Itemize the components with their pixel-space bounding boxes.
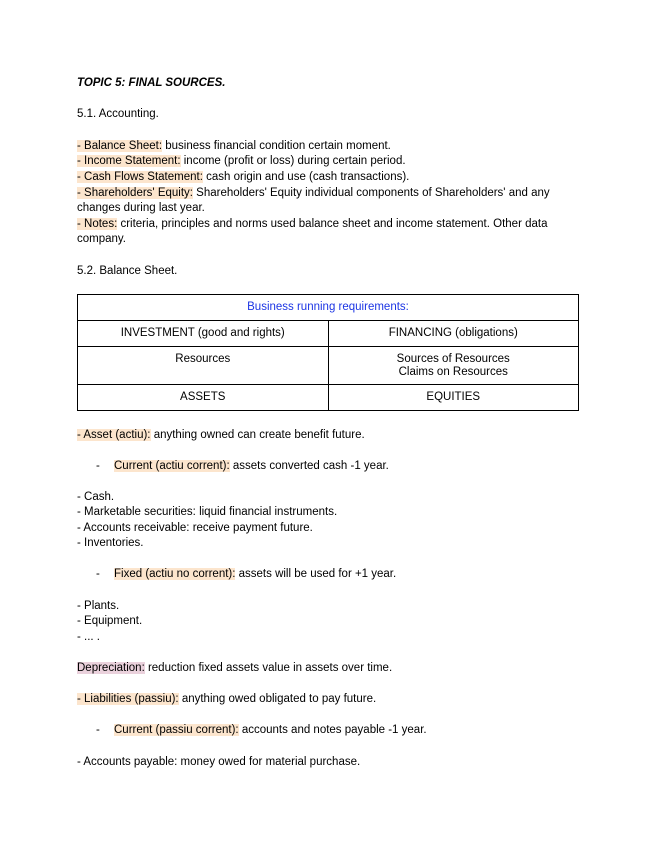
def-term: - Cash Flows Statement: — [77, 171, 203, 183]
def-notes — [77, 217, 547, 232]
def-term: - Shareholders' Equity: — [77, 187, 193, 199]
depreciation-text: reduction fixed assets value in assets over time. — [144, 662, 393, 674]
def-term: - Balance Sheet: — [77, 140, 163, 152]
bullet-dash: - — [96, 460, 100, 472]
table-cell-assets: ASSETS — [78, 385, 329, 411]
list-item: - Inventories. — [77, 537, 144, 549]
fixed-asset-text: assets will be used for +1 year. — [235, 568, 397, 580]
list-item: - Accounts receivable: receive payment future. — [77, 522, 313, 534]
def-term: - Income Statement: — [77, 155, 181, 167]
list-item: - Cash. — [77, 491, 115, 503]
sources-line-1: Sources of Resources — [396, 352, 510, 365]
def-shareholders-equity-cont: changes during last year. — [77, 202, 205, 214]
liabilities-term: - Liabilities (passiu): — [77, 693, 179, 705]
def-cash-flows — [77, 170, 409, 185]
depreciation-definition — [77, 661, 392, 676]
table-cell-resources: Resources — [78, 347, 329, 385]
current-asset-term: Current (actiu corrent): — [114, 460, 230, 472]
def-notes-cont: company. — [77, 233, 127, 245]
def-shareholders-equity — [77, 186, 550, 201]
asset-text: anything owned can create benefit future. — [150, 429, 365, 441]
depreciation-term: Depreciation: — [77, 662, 145, 674]
def-text: Shareholders' Equity individual components of Shareholders' and any — [192, 187, 550, 199]
fixed-asset-term: Fixed (actiu no corrent): — [114, 568, 236, 580]
table-header: Business running requirements: — [78, 295, 579, 321]
section-heading-balance-sheet: 5.2. Balance Sheet. — [77, 265, 178, 277]
current-liabilities-text: accounts and notes payable -1 year. — [238, 724, 427, 736]
def-term: - Notes: — [77, 218, 118, 230]
bullet-dash: - — [96, 568, 100, 580]
def-text: cash origin and use (cash transactions). — [202, 171, 410, 183]
table-cell-equities: EQUITIES — [328, 385, 579, 411]
list-item: - Marketable securities: liquid financial instruments. — [77, 506, 338, 518]
list-item: - ... . — [77, 631, 100, 643]
list-item: - Plants. — [77, 600, 120, 612]
current-liabilities-definition — [114, 723, 427, 738]
sources-line-2: Claims on Resources — [398, 365, 508, 378]
liabilities-text: anything owed obligated to pay future. — [178, 693, 377, 705]
current-asset-definition — [114, 459, 389, 474]
balance-sheet-table — [77, 294, 579, 411]
fixed-asset-definition — [114, 567, 396, 582]
current-liabilities-term: Current (passiu corrent): — [114, 724, 239, 736]
table-cell-financing: FINANCING (obligations) — [328, 321, 579, 347]
asset-definition — [77, 428, 365, 443]
bullet-dash: - — [96, 724, 100, 736]
topic-title: TOPIC 5: FINAL SOURCES. — [77, 77, 226, 89]
list-item: - Equipment. — [77, 615, 143, 627]
current-asset-text: assets converted cash -1 year. — [229, 460, 389, 472]
asset-term: - Asset (actiu): — [77, 429, 151, 441]
def-text: criteria, principles and norms used balance sheet and income statement. Other data — [117, 218, 548, 230]
accounts-payable: - Accounts payable: money owed for material purchase. — [77, 756, 361, 768]
table-cell-sources — [328, 347, 579, 385]
def-balance-sheet — [77, 139, 391, 154]
section-heading-accounting: 5.1. Accounting. — [77, 108, 159, 120]
def-text: income (profit or loss) during certain period. — [180, 155, 406, 167]
table-cell-investment: INVESTMENT (good and rights) — [78, 321, 329, 347]
liabilities-definition — [77, 692, 376, 707]
def-text: business financial condition certain moment. — [162, 140, 391, 152]
def-income-statement — [77, 154, 406, 169]
